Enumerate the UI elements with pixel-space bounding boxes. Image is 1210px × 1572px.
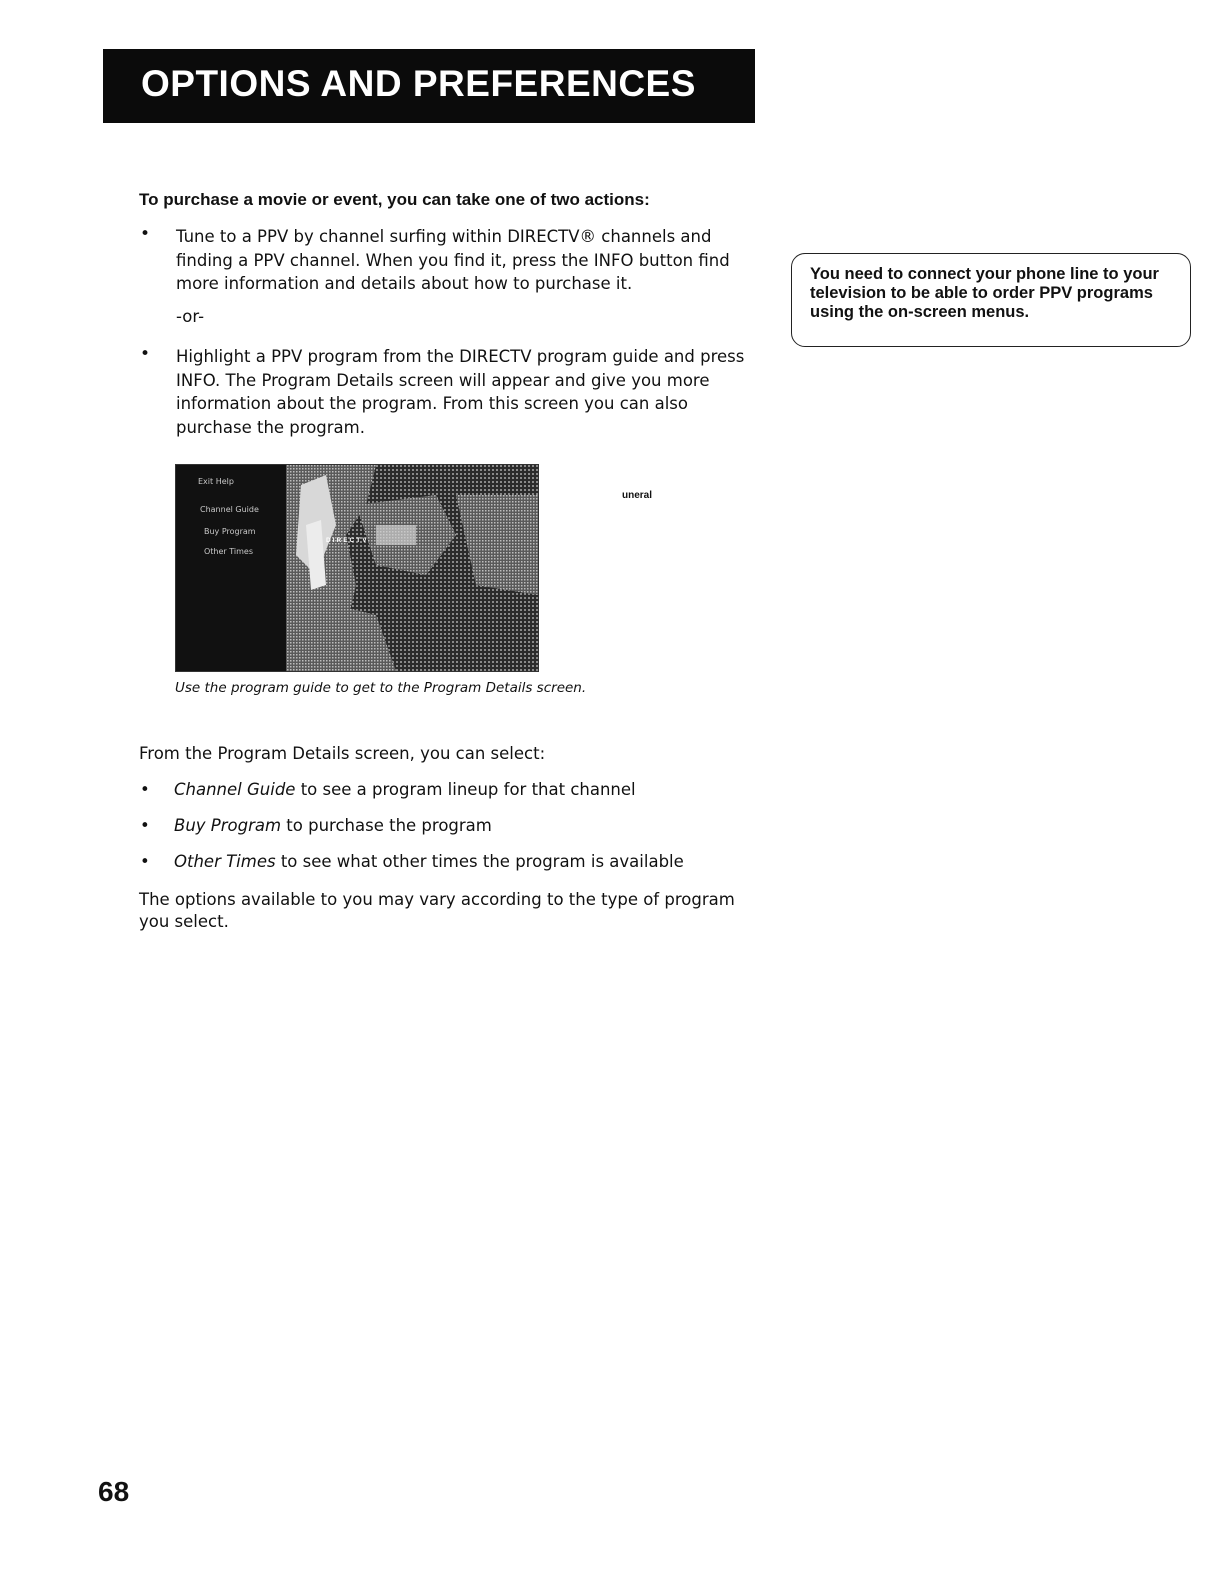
option-description: to see a program lineup for that channel: [295, 780, 636, 799]
tv-scene-image: [176, 465, 538, 671]
option-name: Channel Guide: [174, 780, 296, 799]
program-title-banner: [606, 482, 712, 510]
page-number: 68: [98, 1476, 130, 1507]
option-name: Buy Program: [174, 816, 282, 835]
action-text-highlight: Highlight a PPV program from the DIRECTV program guide and press INFO. The Program Details screen will appear and give you more information about the program. From this screen you can also purchase the program.: [176, 347, 745, 437]
menu-item-buy-program: Buy Program: [204, 527, 256, 536]
closing-paragraph: The options available to you may vary according to the type of program you select.: [139, 890, 735, 931]
action-text-tune: Tune to a PPV by channel surfing within DIRECTV® channels and finding a PPV channel. When you find it, press the INFO button find more information and details about how to purchase it.: [176, 227, 730, 293]
options-intro: From the Program Details screen, you can select:: [139, 744, 546, 763]
option-item: [140, 780, 636, 799]
option-item: [140, 852, 684, 871]
bullet-marker: •: [140, 224, 151, 244]
menu-item-other-times: Other Times: [204, 547, 254, 556]
program-guide-screenshot: [175, 464, 653, 672]
phone-line-note: You need to connect your phone line to your television to be able to order PPV programs using the on-screen menus.: [791, 253, 1191, 347]
bullet-marker: •: [140, 344, 151, 364]
option-item: [140, 816, 492, 835]
section-title: OPTIONS AND PREFERENCES: [141, 63, 696, 104]
bullet-marker: •: [140, 852, 150, 871]
or-separator: -or-: [176, 307, 205, 326]
intro-heading: To purchase a movie or event, you can take one of two actions:: [139, 190, 650, 209]
option-name: Other Times: [174, 852, 276, 871]
program-title-text: uneral: [622, 490, 653, 501]
menu-item-channel-guide: Channel Guide: [200, 505, 259, 514]
bullet-marker: •: [140, 780, 150, 799]
directv-logo: DIRECTV: [326, 537, 369, 544]
option-description: to purchase the program: [281, 816, 492, 835]
menu-item-exit-help: Exit Help: [198, 477, 234, 486]
option-description: to see what other times the program is available: [275, 852, 684, 871]
bullet-marker: •: [140, 816, 150, 835]
section-header-bar: [103, 49, 755, 123]
figure-caption: Use the program guide to get to the Program Details screen.: [175, 680, 587, 696]
